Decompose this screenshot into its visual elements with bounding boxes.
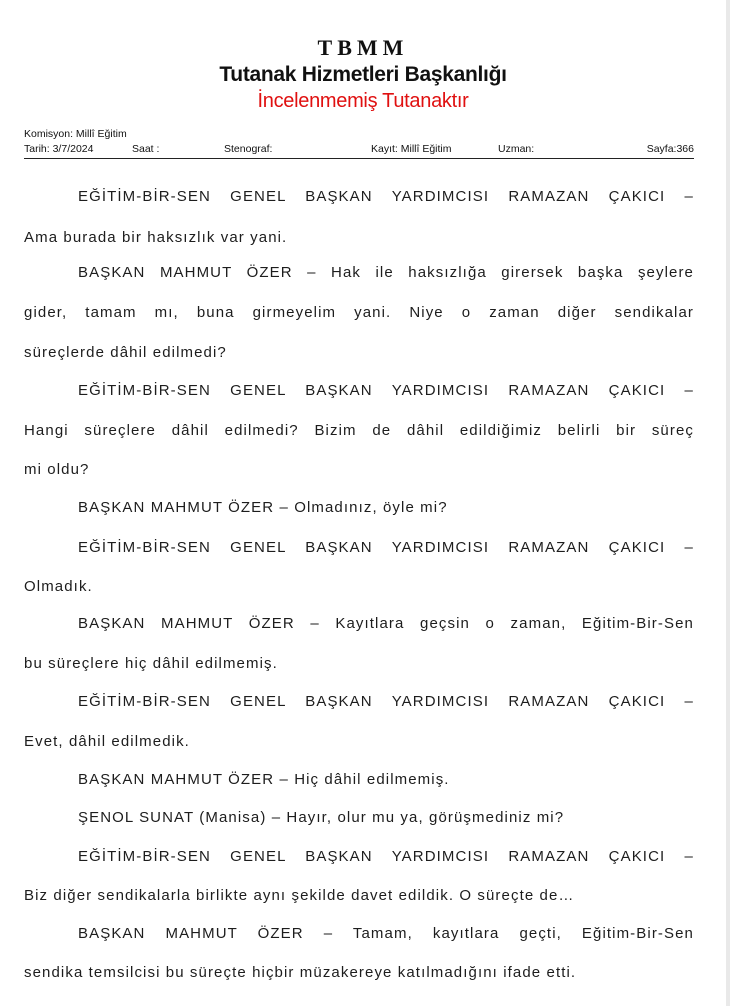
speaker-line: EĞİTİM-BİR-SEN GENEL BAŞKAN YARDIMCISI RAMAZAN ÇAKICI – xyxy=(78,848,694,865)
speaker-line: BAŞKAN MAHMUT ÖZER – Kayıtlara geçsin o zaman, Eğitim-Bir-Sen xyxy=(78,615,694,632)
speaker-line: BAŞKAN MAHMUT ÖZER – Tamam, kayıtlara geçti, Eğitim-Bir-Sen xyxy=(78,925,694,942)
speaker-line: EĞİTİM-BİR-SEN GENEL BAŞKAN YARDIMCISI RAMAZAN ÇAKICI – xyxy=(78,188,694,205)
time-field: Saat : xyxy=(132,143,160,155)
text-line: Olmadık. xyxy=(24,578,93,595)
commission-line: Komisyon: Millî Eğitim xyxy=(24,128,127,140)
speaker-line: ŞENOL SUNAT (Manisa) – Hayır, olur mu ya, görüşmediniz mi? xyxy=(78,809,565,826)
draft-status-label: İncelenmemiş Tutanaktır xyxy=(257,90,469,112)
speaker-line: EĞİTİM-BİR-SEN GENEL BAŞKAN YARDIMCISI RAMAZAN ÇAKICI – xyxy=(78,693,694,710)
speaker-line: EĞİTİM-BİR-SEN GENEL BAŞKAN YARDIMCISI RAMAZAN ÇAKICI – xyxy=(78,382,694,399)
page-number: Sayfa:366 xyxy=(646,143,694,155)
text-line: süreçlerde dâhil edilmedi? xyxy=(24,344,227,361)
document-header xyxy=(0,36,726,114)
text-line: mi oldu? xyxy=(24,461,90,478)
text-line: sendika temsilcisi bu süreçte hiçbir müzakereye katılmadığını ifade etti. xyxy=(24,964,577,981)
text-line: Biz diğer sendikalarla birlikte aynı şekilde davet edildik. O süreçte de… xyxy=(24,887,575,904)
date-field: Tarih: 3/7/2024 xyxy=(24,143,94,155)
text-line: Evet, dâhil edilmedik. xyxy=(24,733,190,750)
department-title: Tutanak Hizmetleri Başkanlığı xyxy=(219,63,507,86)
stenographer-field: Stenograf: xyxy=(224,143,273,155)
speaker-line: BAŞKAN MAHMUT ÖZER – Hak ile haksızlığa girersek başka şeylere xyxy=(78,264,694,281)
speaker-line: EĞİTİM-BİR-SEN GENEL BAŞKAN YARDIMCISI RAMAZAN ÇAKICI – xyxy=(78,539,694,556)
institution-title: TBMM xyxy=(317,35,409,60)
speaker-line: BAŞKAN MAHMUT ÖZER – Olmadınız, öyle mi? xyxy=(78,499,448,516)
speaker-line: BAŞKAN MAHMUT ÖZER – Hiç dâhil edilmemiş. xyxy=(78,771,450,788)
text-line: bu süreçlere hiç dâhil edilmemiş. xyxy=(24,655,278,672)
meta-row xyxy=(24,143,694,157)
text-line: gider, tamam mı, buna girmeyelim yani. Niye o zaman diğer sendikalar xyxy=(24,304,694,321)
page-edge-shadow xyxy=(726,0,730,1006)
text-line: Hangi süreçlere dâhil edilmedi? Bizim de dâhil edildiğimiz belirli bir süreç xyxy=(24,422,694,439)
expert-field: Uzman: xyxy=(498,143,535,155)
header-divider xyxy=(24,158,694,159)
record-field: Kayıt: Millî Eğitim xyxy=(371,143,452,155)
text-line: Ama burada bir haksızlık var yani. xyxy=(24,229,288,246)
